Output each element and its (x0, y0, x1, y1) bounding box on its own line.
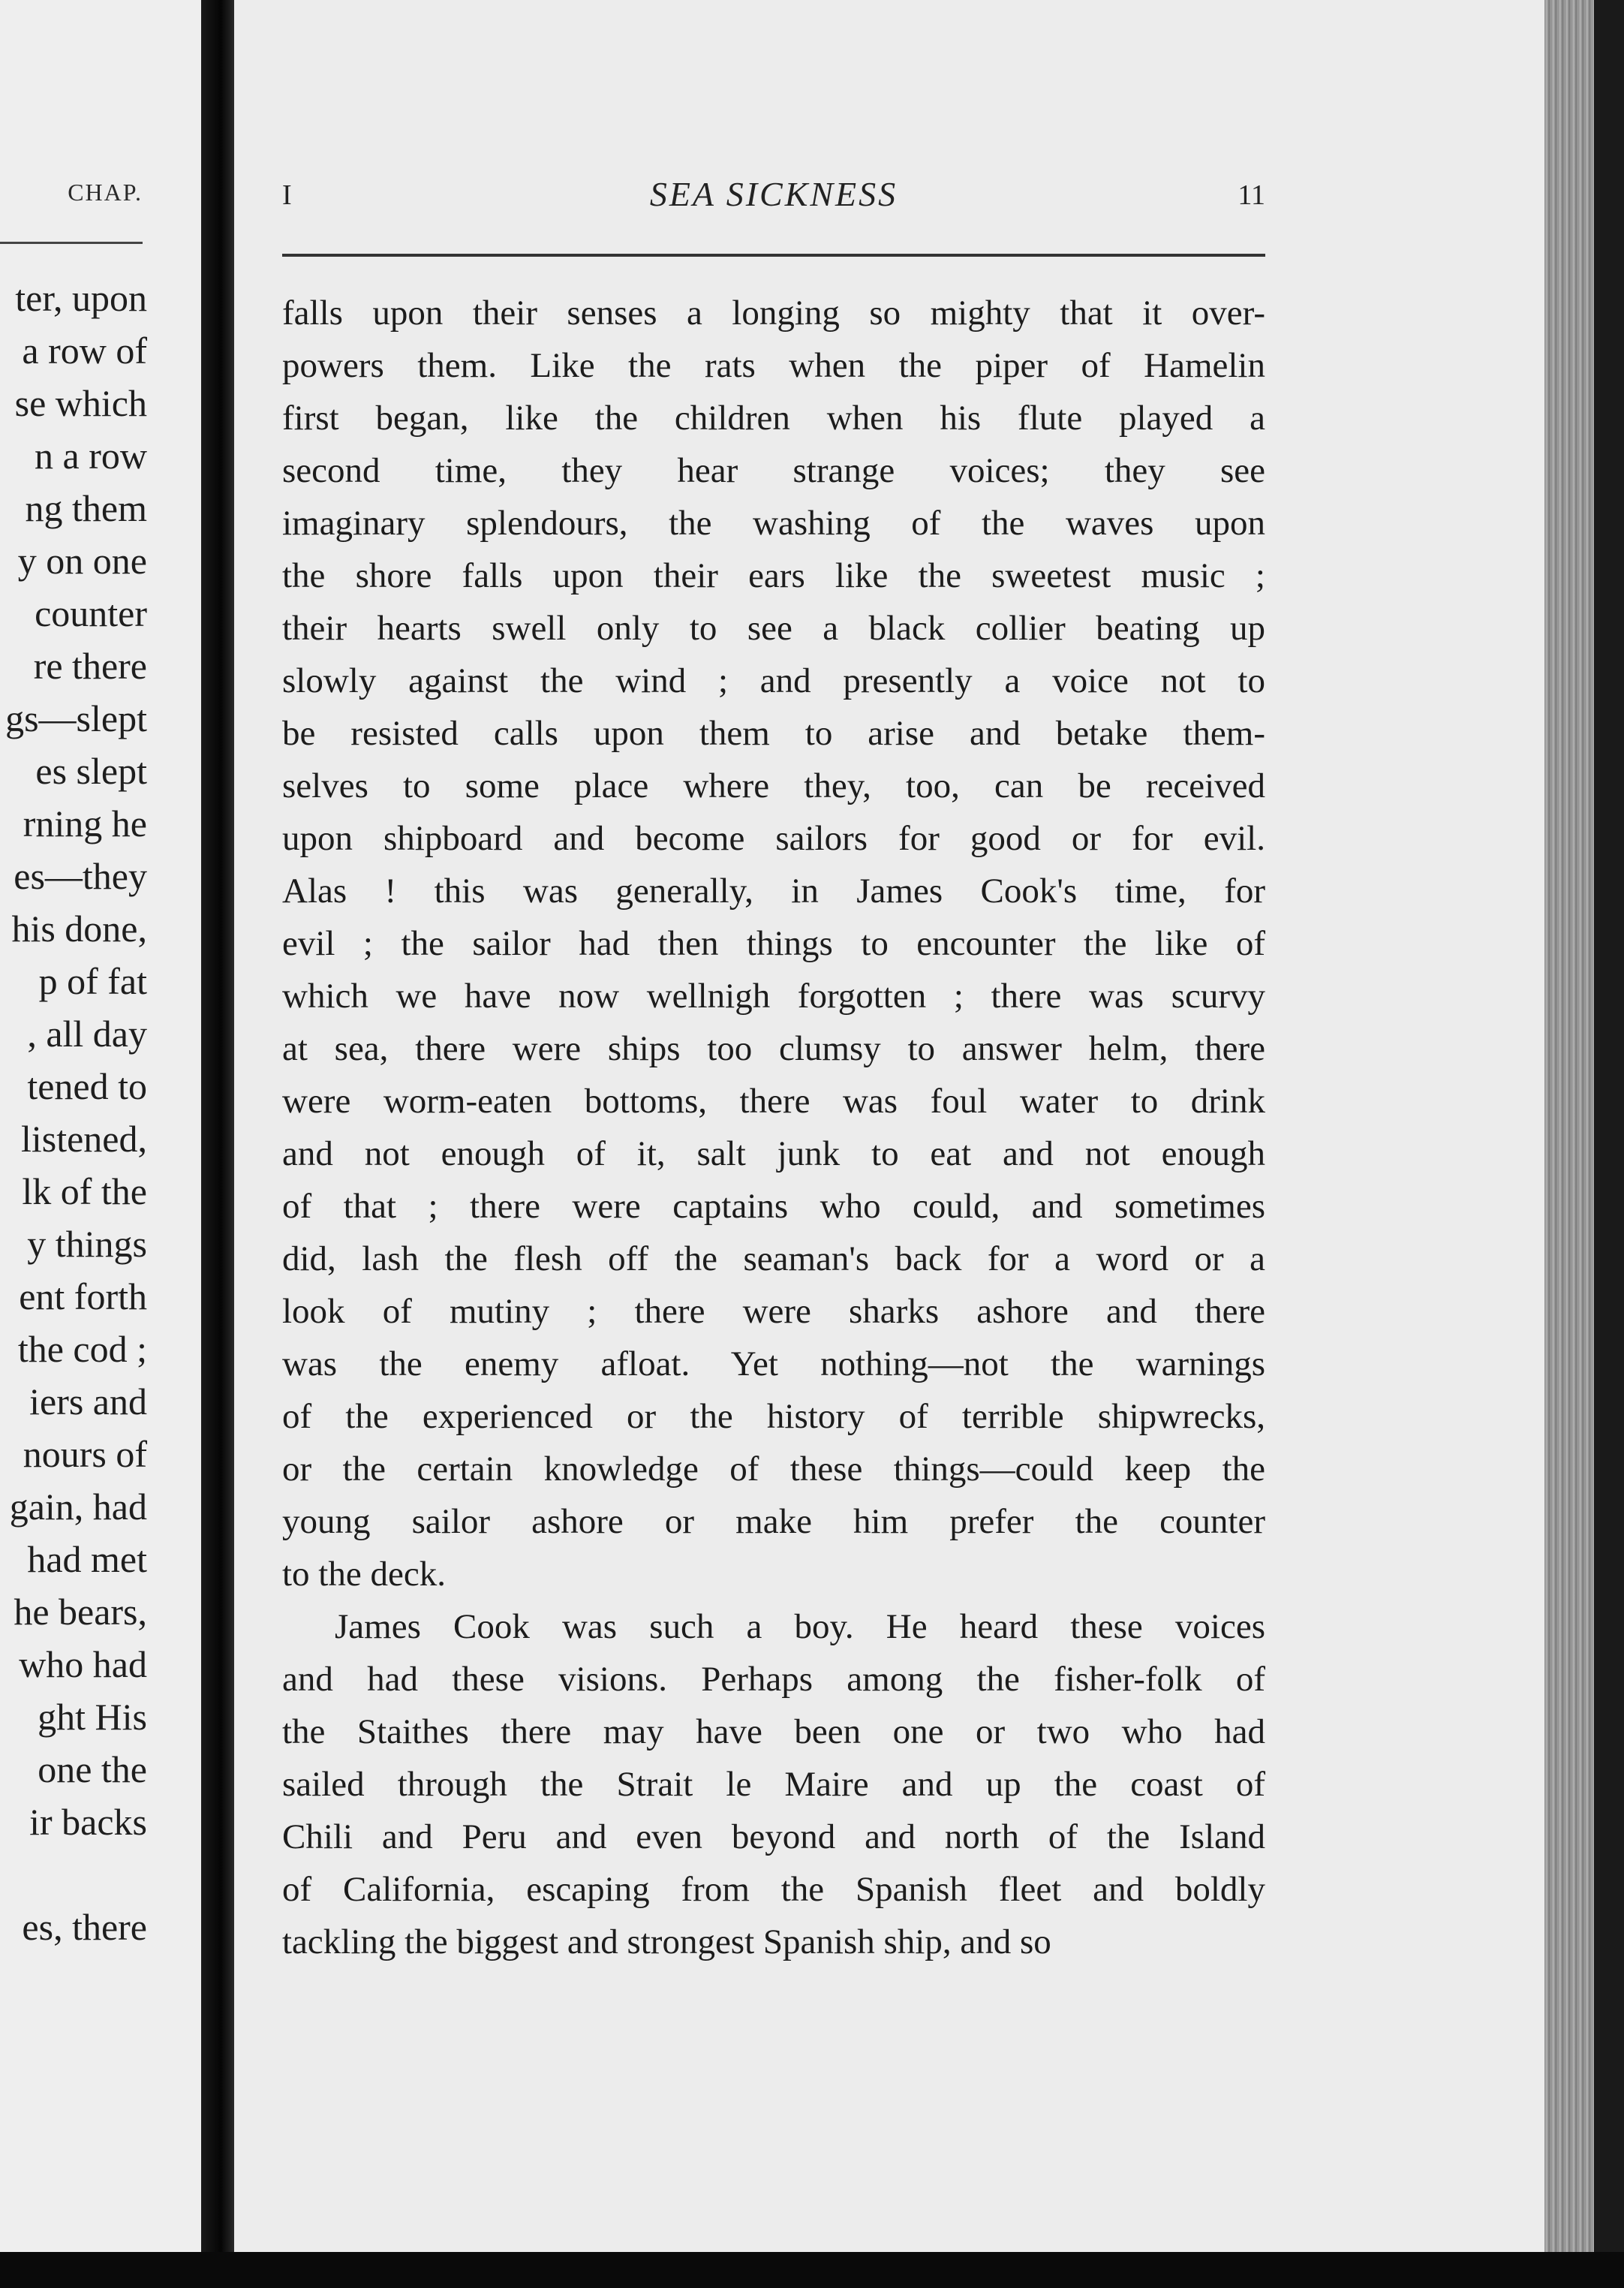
previous-page-line: y things (27, 1223, 147, 1265)
previous-page-line: listened, (20, 1118, 147, 1160)
text-line: second time, they hear strange voices; they see (282, 451, 1265, 490)
previous-page-line: a row of (22, 330, 147, 372)
previous-page-line: the cod ; (17, 1328, 147, 1370)
previous-page-line: ir backs (29, 1801, 147, 1843)
book-gutter (201, 0, 234, 2252)
previous-page-line: his done, (11, 908, 147, 950)
text-line: young sailor ashore or make him prefer the counter (282, 1502, 1265, 1541)
text-line: to the deck. (282, 1555, 446, 1594)
text-line: did, lash the flesh off the seaman's back for a word or a (282, 1239, 1265, 1278)
previous-page-fragment (0, 0, 201, 2252)
text-line: powers them. Like the rats when the piper of Hamelin (282, 346, 1265, 385)
previous-page-line: tened to (27, 1065, 147, 1107)
previous-page-line: he bears, (14, 1591, 147, 1633)
previous-page-line: ght His (38, 1696, 147, 1738)
text-line: Alas ! this was generally, in James Cook's time, for (282, 872, 1265, 911)
previous-page-line: gs—slept (5, 697, 147, 739)
text-line: at sea, there were ships too clumsy to answer helm, there (282, 1029, 1265, 1068)
previous-page-line: gain, had (9, 1486, 147, 1528)
scan-border (0, 2252, 1624, 2288)
previous-page-line: es, there (22, 1906, 147, 1948)
text-line: or the certain knowledge of these things—could keep the (282, 1450, 1265, 1489)
previous-page-rule (0, 242, 143, 244)
text-line: look of mutiny ; there were sharks ashore and there (282, 1292, 1265, 1331)
previous-page-line: iers and (29, 1380, 147, 1422)
text-line: which we have now wellnigh forgotten ; there was scurvy (282, 977, 1265, 1016)
header-rule (282, 254, 1265, 257)
previous-page-line: se which (14, 382, 147, 424)
text-line: James Cook was such a boy. He heard these voices (335, 1607, 1265, 1646)
text-line: and not enough of it, salt junk to eat and not enough (282, 1134, 1265, 1173)
previous-page-line (0, 1848, 147, 1901)
page-stack-edge (1544, 0, 1624, 2288)
text-line: falls upon their senses a longing so mighty that it over- (282, 294, 1265, 333)
previous-page-line: ng them (25, 487, 147, 529)
text-line: evil ; the sailor had then things to encounter the like of (282, 924, 1265, 963)
text-line: upon shipboard and become sailors for good or for evil. (282, 819, 1265, 858)
previous-page-line: rning he (23, 802, 147, 844)
previous-page-line: es slept (35, 750, 147, 792)
running-title: SEA SICKNESS (649, 175, 898, 213)
previous-page-line: y on one (17, 540, 147, 582)
body-text (282, 287, 1265, 1968)
text-line: their hearts swell only to see a black collier beating up (282, 609, 1265, 648)
text-line: of that ; there were captains who could, and sometimes (282, 1187, 1265, 1226)
previous-page-line: had met (27, 1538, 147, 1580)
text-line: selves to some place where they, too, can be received (282, 766, 1265, 805)
previous-page-line: es—they (14, 855, 147, 897)
page-number: 11 (1238, 179, 1265, 211)
previous-page-line: counter (35, 592, 147, 634)
previous-page-line: who had (19, 1643, 147, 1685)
text-line: were worm-eaten bottoms, there was foul water to drink (282, 1082, 1265, 1121)
text-line: slowly against the wind ; and presently a voice not to (282, 661, 1265, 700)
text-line: be resisted calls upon them to arise and betake them- (282, 714, 1265, 753)
text-line: the Staithes there may have been one or two who had (282, 1712, 1265, 1751)
previous-page-header: CHAP. (68, 179, 143, 206)
previous-page-text (0, 272, 147, 1953)
text-line: of California, escaping from the Spanish fleet and boldly (282, 1870, 1265, 1909)
previous-page-line: , all day (27, 1013, 147, 1055)
previous-page-line: p of fat (38, 960, 147, 1002)
text-line: imaginary splendours, the washing of the waves upon (282, 504, 1265, 543)
text-line: sailed through the Strait le Maire and up the coast of (282, 1765, 1265, 1804)
previous-page-line: nours of (23, 1433, 147, 1475)
previous-page-line: re there (33, 645, 147, 687)
previous-page-line: ter, upon (15, 277, 147, 319)
previous-page-line: one the (38, 1748, 147, 1790)
text-line: and had these visions. Perhaps among the fisher-folk of (282, 1660, 1265, 1699)
text-line: the shore falls upon their ears like the sweetest music ; (282, 556, 1265, 595)
previous-page-line: ent forth (19, 1275, 147, 1317)
running-header (282, 174, 1265, 227)
text-line: tackling the biggest and strongest Spanish ship, and so (282, 1922, 1051, 1961)
previous-page-line: n a row (35, 435, 147, 477)
chapter-number: I (282, 179, 292, 211)
previous-page-line: lk of the (22, 1170, 147, 1212)
text-line: was the enemy afloat. Yet nothing—not the warnings (282, 1344, 1265, 1383)
text-line: first began, like the children when his flute played a (282, 399, 1265, 438)
text-line: Chili and Peru and even beyond and north of the Island (282, 1817, 1265, 1856)
text-line: of the experienced or the history of terrible shipwrecks, (282, 1397, 1265, 1436)
